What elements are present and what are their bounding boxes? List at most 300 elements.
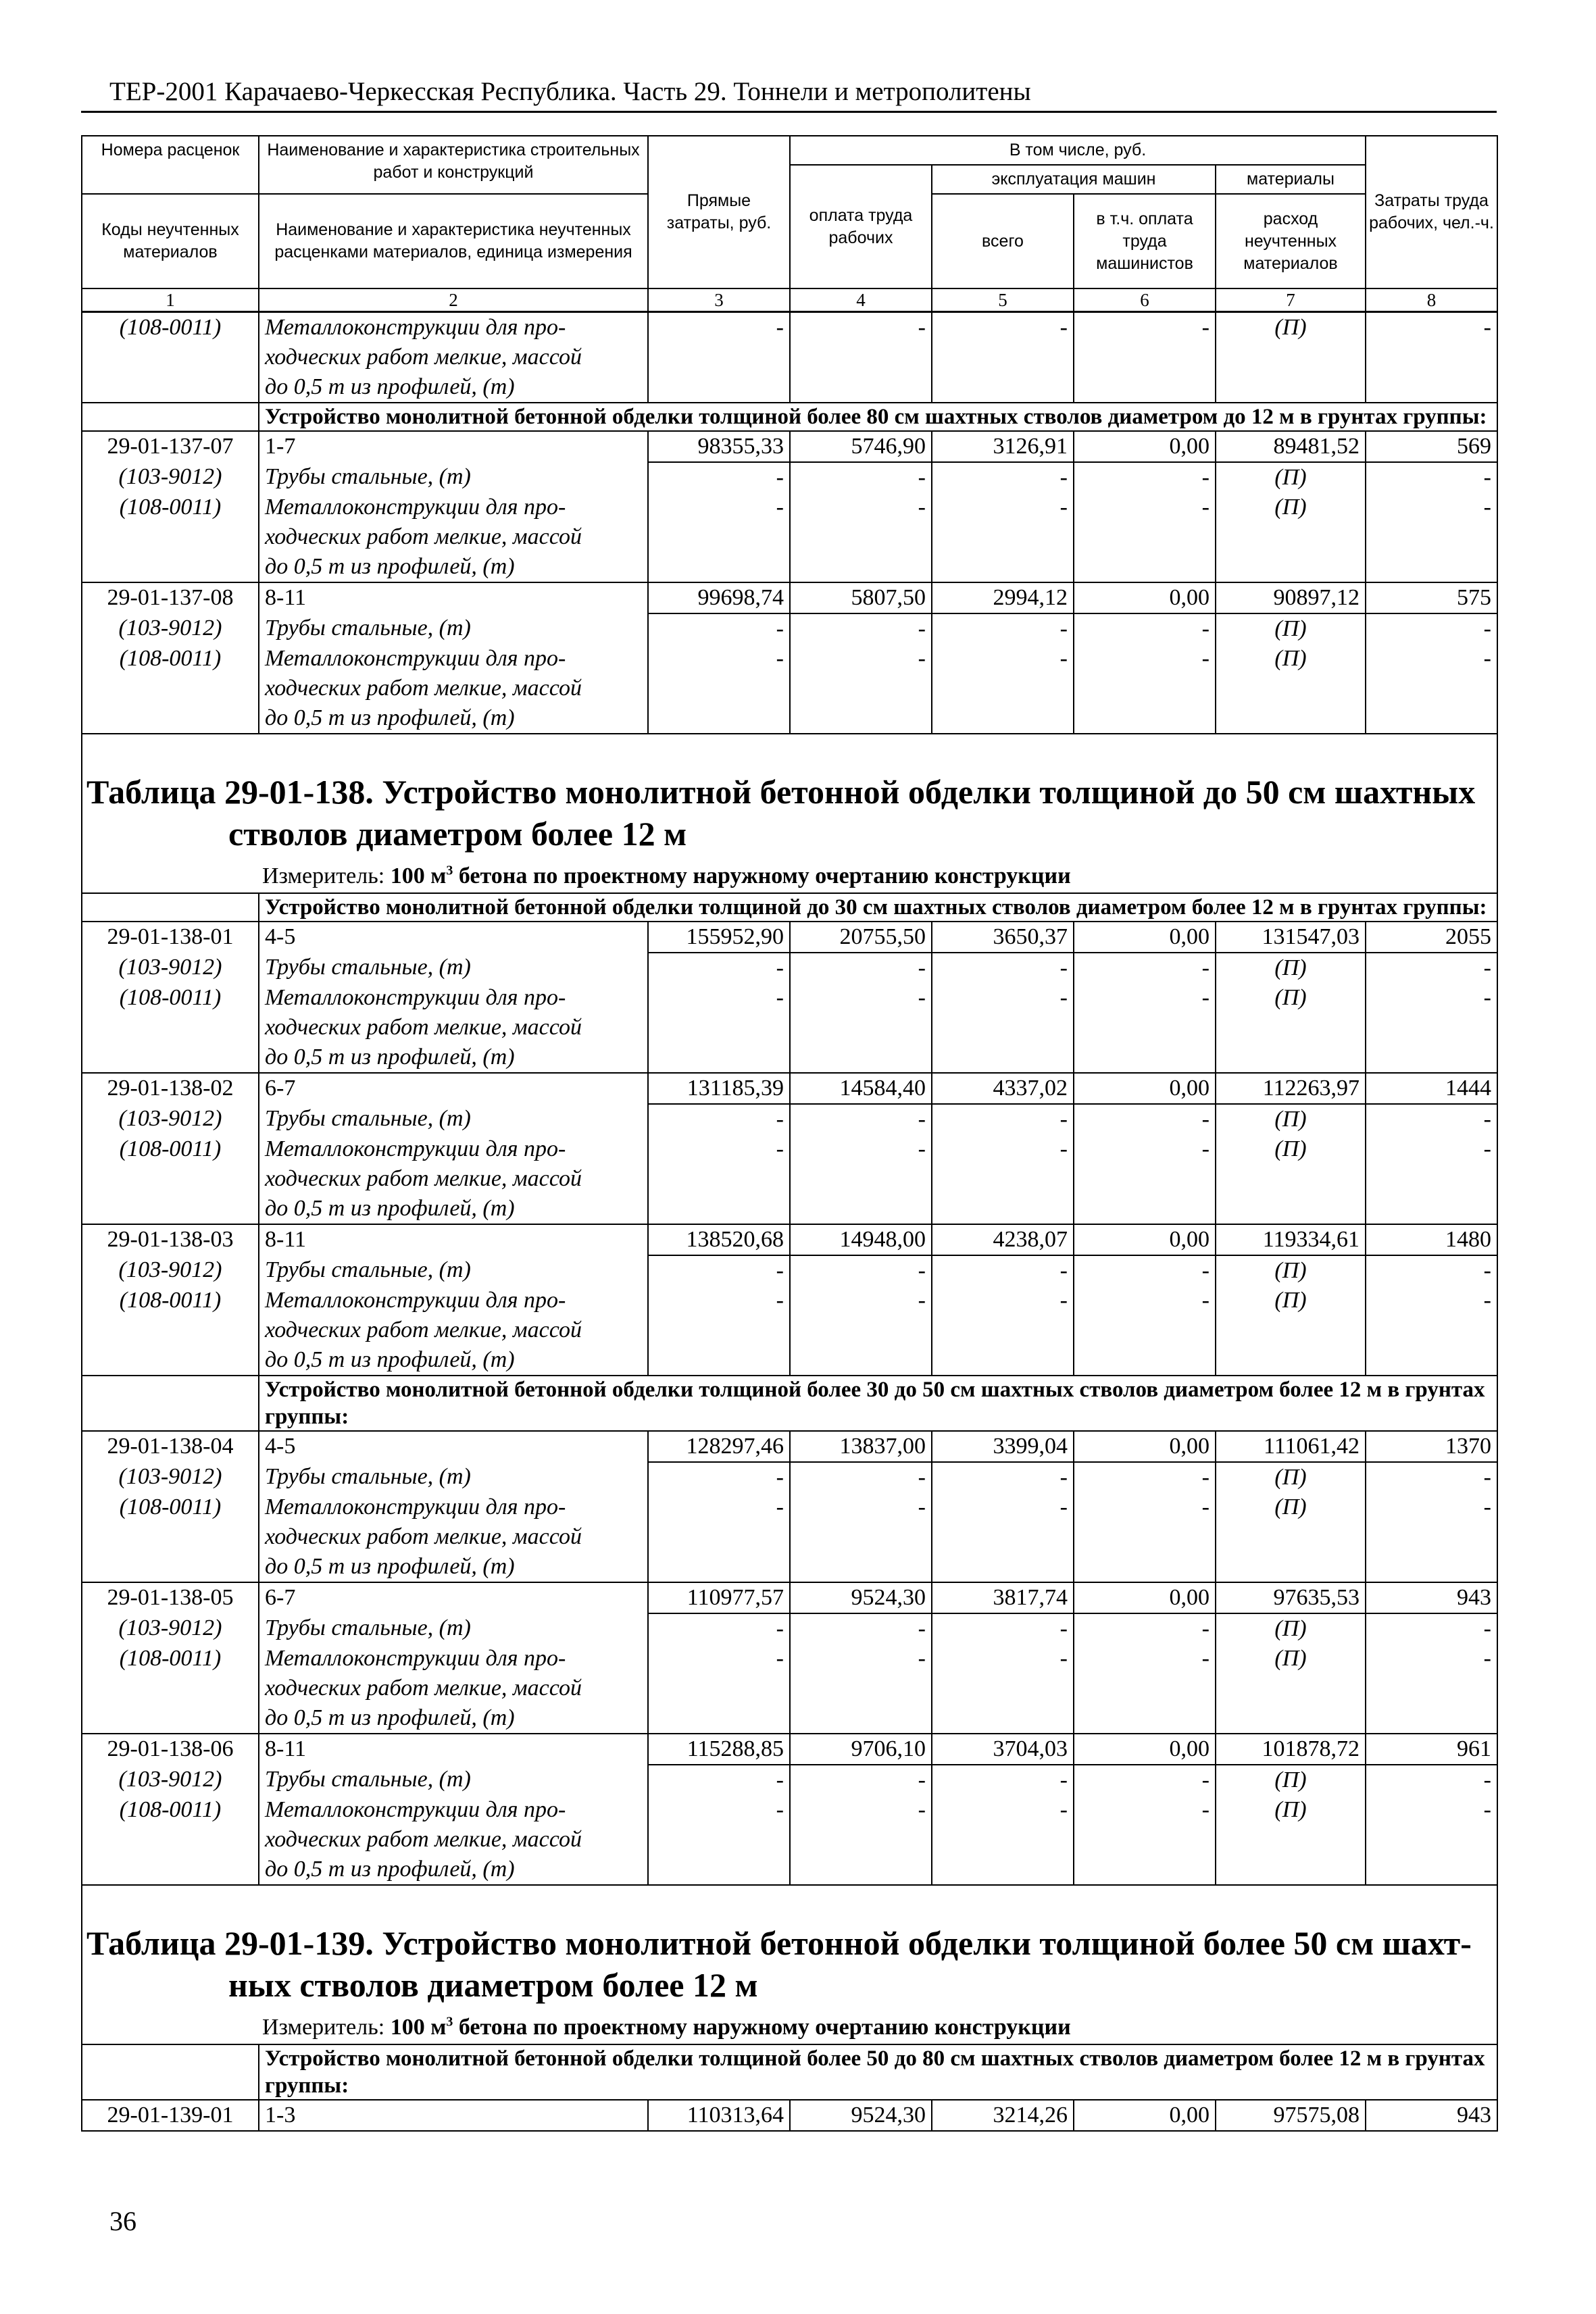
rate-code: 29-01-138-01 xyxy=(82,922,259,953)
dash-cell: - xyxy=(932,312,1074,343)
materials-cost: 111061,42 xyxy=(1216,1431,1366,1462)
labor-hours: 1480 xyxy=(1366,1224,1497,1255)
dash-cell: - xyxy=(1366,644,1497,674)
machinist-pay: 0,00 xyxy=(1074,582,1216,613)
dash-cell: - xyxy=(932,1613,1074,1644)
material-code: (103-9012) xyxy=(82,613,259,644)
material-name: Трубы стальные, (т) xyxy=(259,462,648,493)
rate-code: 29-01-137-08 xyxy=(82,582,259,613)
table-row xyxy=(82,953,1497,983)
dash-cell: - xyxy=(790,613,932,644)
materials-cost: 90897,12 xyxy=(1216,582,1366,613)
machinist-pay: 0,00 xyxy=(1074,1224,1216,1255)
table-row xyxy=(82,522,1497,552)
measure-unit: Измеритель: 100 $м^3$ бетона по проектному наружному очертанию конструкции xyxy=(262,863,1071,888)
dash-cell: - xyxy=(648,953,790,983)
dash-cell: - xyxy=(790,462,932,493)
dash-cell: - xyxy=(932,462,1074,493)
material-name: Трубы стальные, (т) xyxy=(259,1462,648,1492)
rate-code: 29-01-138-05 xyxy=(82,1582,259,1613)
column-number: 2 xyxy=(259,288,648,312)
dash-cell: - xyxy=(932,1462,1074,1492)
material-code: (108-0011) xyxy=(82,1286,259,1315)
dash-cell: - xyxy=(790,644,932,674)
labor-pay: 20755,50 xyxy=(790,922,932,953)
table-row xyxy=(82,703,1497,734)
table-row xyxy=(82,1522,1497,1552)
column-number: 1 xyxy=(82,288,259,312)
dash-cell: - xyxy=(932,644,1074,674)
dash-cell: - xyxy=(932,1644,1074,1674)
table-row xyxy=(82,1315,1497,1345)
table-row xyxy=(82,1104,1497,1134)
material-code: (108-0011) xyxy=(82,1134,259,1164)
materials-cost: 112263,97 xyxy=(1216,1073,1366,1104)
dash-cell: - xyxy=(648,1765,790,1795)
material-name: до 0,5 т из профилей, (т) xyxy=(259,1345,648,1376)
table-row xyxy=(82,1164,1497,1194)
table-title-line: Таблица 29-01-138. Устройство монолитной бетонной обделки толщиной до 50 см шахтных xyxy=(86,773,1476,811)
labor-pay: 5807,50 xyxy=(790,582,932,613)
dash-cell: - xyxy=(932,613,1074,644)
dash-cell: - xyxy=(932,983,1074,1013)
rate-row xyxy=(82,431,1497,462)
section-row xyxy=(82,893,1497,922)
rate-row xyxy=(82,1224,1497,1255)
dash-cell: - xyxy=(1074,1765,1216,1795)
material-name: ходческих работ мелкие, массой xyxy=(259,674,648,703)
section-title: Устройство монолитной бетонной обделки толщиной до 30 см шахтных стволов диаметром более 12 м в грунтах группы: xyxy=(259,893,1497,922)
table-row xyxy=(82,1286,1497,1315)
dash-cell: - xyxy=(790,953,932,983)
table-row xyxy=(82,1644,1497,1674)
table-row xyxy=(82,674,1497,703)
section-row xyxy=(82,403,1497,431)
dash-cell: - xyxy=(1366,953,1497,983)
dash-cell: - xyxy=(932,1765,1074,1795)
table-title-line: стволов диаметром более 12 м xyxy=(228,815,687,853)
table-row xyxy=(82,493,1497,522)
table-row xyxy=(82,1345,1497,1376)
material-code: (103-9012) xyxy=(82,1765,259,1795)
dash-cell: - xyxy=(1074,1255,1216,1286)
material-p-mark: (П) xyxy=(1216,1644,1366,1674)
rate-group: 1-3 xyxy=(259,2100,648,2131)
dash-cell: - xyxy=(790,1613,932,1644)
dash-cell: - xyxy=(648,462,790,493)
dash-cell: - xyxy=(790,1765,932,1795)
material-code: (108-0011) xyxy=(82,644,259,674)
material-name: до 0,5 т из профилей, (т) xyxy=(259,703,648,734)
labor-hours: 943 xyxy=(1366,2100,1497,2131)
header-machinist-pay: в т.ч. оплата труда машинистов xyxy=(1074,194,1216,288)
material-p-mark: (П) xyxy=(1216,1286,1366,1315)
direct-costs: 98355,33 xyxy=(648,431,790,462)
labor-hours: 1370 xyxy=(1366,1431,1497,1462)
material-name: Трубы стальные, (т) xyxy=(259,1104,648,1134)
rate-row xyxy=(82,1073,1497,1104)
rate-code: 29-01-138-06 xyxy=(82,1734,259,1765)
dash-cell: - xyxy=(648,1492,790,1522)
material-code: (108-0011) xyxy=(82,1492,259,1522)
dash-cell: - xyxy=(1366,983,1497,1013)
table-title-row xyxy=(82,765,1497,855)
material-name: до 0,5 т из профилей, (т) xyxy=(259,552,648,582)
machines-total: 3126,91 xyxy=(932,431,1074,462)
labor-pay: 9706,10 xyxy=(790,1734,932,1765)
table-row xyxy=(82,1703,1497,1734)
table-row xyxy=(82,1825,1497,1855)
dash-cell: - xyxy=(932,493,1074,522)
dash-cell: - xyxy=(1074,462,1216,493)
direct-costs: 155952,90 xyxy=(648,922,790,953)
section-row xyxy=(82,2044,1497,2100)
dash-cell: - xyxy=(648,312,790,343)
dash-cell: - xyxy=(648,644,790,674)
direct-costs: 115288,85 xyxy=(648,1734,790,1765)
material-name: Трубы стальные, (т) xyxy=(259,613,648,644)
rate-row xyxy=(82,922,1497,953)
material-p-mark: (П) xyxy=(1216,644,1366,674)
material-p-mark: (П) xyxy=(1216,1134,1366,1164)
labor-hours: 961 xyxy=(1366,1734,1497,1765)
header-rule xyxy=(81,111,1497,113)
header-material-names: Наименование и характеристика неучтенных расценками материалов, единица измерения xyxy=(259,194,648,288)
rate-code: 29-01-138-04 xyxy=(82,1431,259,1462)
material-name: Металлоконструкции для про- xyxy=(259,1134,648,1164)
machinist-pay: 0,00 xyxy=(1074,922,1216,953)
table-row xyxy=(82,1194,1497,1224)
dash-cell: - xyxy=(648,1286,790,1315)
dash-cell: - xyxy=(1366,1462,1497,1492)
dash-cell: - xyxy=(1074,493,1216,522)
dash-cell: - xyxy=(648,1795,790,1825)
dash-cell: - xyxy=(1366,613,1497,644)
material-name: Металлоконструкции для про- xyxy=(259,644,648,674)
dash-cell: - xyxy=(932,1492,1074,1522)
dash-cell: - xyxy=(1074,1613,1216,1644)
labor-hours: 943 xyxy=(1366,1582,1497,1613)
dash-cell: - xyxy=(790,1286,932,1315)
column-number: 3 xyxy=(648,288,790,312)
rate-code: 29-01-138-03 xyxy=(82,1224,259,1255)
rate-group: 8-11 xyxy=(259,1734,648,1765)
machinist-pay: 0,00 xyxy=(1074,1073,1216,1104)
materials-cost: 97575,08 xyxy=(1216,2100,1366,2131)
dash-cell: - xyxy=(932,1286,1074,1315)
material-name: Металлоконструкции для про- xyxy=(259,1644,648,1674)
dash-cell: - xyxy=(1074,1286,1216,1315)
material-code: (108-0011) xyxy=(82,983,259,1013)
material-name: ходческих работ мелкие, массой xyxy=(259,522,648,552)
column-number: 8 xyxy=(1366,288,1497,312)
dash-cell: - xyxy=(648,613,790,644)
table-row xyxy=(82,1492,1497,1522)
header-machines: эксплуатация машин xyxy=(932,165,1216,194)
labor-pay: 5746,90 xyxy=(790,431,932,462)
running-header: ТЕР-2001 Карачаево-Черкесская Республика. Часть 29. Тоннели и метрополитены xyxy=(109,77,1031,106)
dash-cell: - xyxy=(1074,1104,1216,1134)
dash-cell: - xyxy=(1074,953,1216,983)
dash-cell: - xyxy=(1366,1644,1497,1674)
dash-cell: - xyxy=(1074,983,1216,1013)
dash-cell: - xyxy=(1074,613,1216,644)
dash-cell: - xyxy=(1366,312,1497,343)
material-name: Металлоконструкции для про- xyxy=(259,312,648,343)
dash-cell: - xyxy=(648,1134,790,1164)
material-name: Металлоконструкции для про- xyxy=(259,1492,648,1522)
table-title-row xyxy=(82,1917,1497,2006)
direct-costs: 131185,39 xyxy=(648,1073,790,1104)
dash-cell: - xyxy=(790,493,932,522)
labor-pay: 14584,40 xyxy=(790,1073,932,1104)
measure-unit: Измеритель: 100 $м^3$ бетона по проектному наружному очертанию конструкции xyxy=(262,2014,1071,2040)
dash-cell: - xyxy=(1366,1286,1497,1315)
rate-code: 29-01-138-02 xyxy=(82,1073,259,1104)
table-row xyxy=(82,462,1497,493)
machines-total: 3817,74 xyxy=(932,1582,1074,1613)
materials-cost: 97635,53 xyxy=(1216,1582,1366,1613)
table-row xyxy=(82,1795,1497,1825)
material-name: Трубы стальные, (т) xyxy=(259,1613,648,1644)
material-code: (103-9012) xyxy=(82,1255,259,1286)
dash-cell: - xyxy=(1366,1613,1497,1644)
table-row xyxy=(82,1613,1497,1644)
dash-cell: - xyxy=(790,1644,932,1674)
dash-cell: - xyxy=(1366,1765,1497,1795)
header-work-name: Наименование и характеристика строительных работ и конструкций xyxy=(259,136,648,194)
dash-cell: - xyxy=(648,1644,790,1674)
meter-row xyxy=(82,855,1497,893)
dash-cell: - xyxy=(1074,312,1216,343)
rate-code: 29-01-137-07 xyxy=(82,431,259,462)
table-row xyxy=(82,644,1497,674)
table-row xyxy=(82,1674,1497,1703)
dash-cell: - xyxy=(790,1462,932,1492)
dash-cell: - xyxy=(1366,1492,1497,1522)
table-row xyxy=(82,1134,1497,1164)
table-title xyxy=(82,1917,1497,2006)
machinist-pay: 0,00 xyxy=(1074,2100,1216,2131)
material-code: (108-0011) xyxy=(82,1795,259,1825)
direct-costs: 110977,57 xyxy=(648,1582,790,1613)
dash-cell: - xyxy=(648,493,790,522)
labor-hours: 569 xyxy=(1366,431,1497,462)
table-title xyxy=(82,765,1497,855)
labor-pay: 13837,00 xyxy=(790,1431,932,1462)
material-name: ходческих работ мелкие, массой xyxy=(259,1164,648,1194)
header-labor-cost: Затраты труда рабочих, чел.-ч. xyxy=(1366,136,1497,288)
material-name: до 0,5 т из профилей, (т) xyxy=(259,372,648,403)
material-code: (103-9012) xyxy=(82,1104,259,1134)
material-p-mark: (П) xyxy=(1216,1765,1366,1795)
material-name: Трубы стальные, (т) xyxy=(259,1255,648,1286)
dash-cell: - xyxy=(648,1462,790,1492)
machinist-pay: 0,00 xyxy=(1074,1734,1216,1765)
material-name: ходческих работ мелкие, массой xyxy=(259,1315,648,1345)
column-number: 4 xyxy=(790,288,932,312)
header-labor-pay: оплата труда рабочих xyxy=(790,165,932,288)
machinist-pay: 0,00 xyxy=(1074,431,1216,462)
dash-cell: - xyxy=(1366,1795,1497,1825)
rate-group: 4-5 xyxy=(259,1431,648,1462)
material-code: (103-9012) xyxy=(82,1613,259,1644)
material-name: Металлоконструкции для про- xyxy=(259,493,648,522)
dash-cell: - xyxy=(790,983,932,1013)
dash-cell: - xyxy=(790,1795,932,1825)
labor-pay: 14948,00 xyxy=(790,1224,932,1255)
dash-cell: - xyxy=(1366,493,1497,522)
rate-row xyxy=(82,1431,1497,1462)
material-name: до 0,5 т из профилей, (т) xyxy=(259,1194,648,1224)
dash-cell: - xyxy=(790,312,932,343)
material-name: ходческих работ мелкие, массой xyxy=(259,1674,648,1703)
table-row xyxy=(82,1462,1497,1492)
direct-costs: 110313,64 xyxy=(648,2100,790,2131)
header-machines-total: всего xyxy=(932,194,1074,288)
material-code: (103-9012) xyxy=(82,953,259,983)
materials-cost: 131547,03 xyxy=(1216,922,1366,953)
material-name: ходческих работ мелкие, массой xyxy=(259,343,648,372)
machines-total: 3399,04 xyxy=(932,1431,1074,1462)
material-name: до 0,5 т из профилей, (т) xyxy=(259,1703,648,1734)
direct-costs: 138520,68 xyxy=(648,1224,790,1255)
table-row xyxy=(82,552,1497,582)
dash-cell: - xyxy=(648,1255,790,1286)
machines-total: 3704,03 xyxy=(932,1734,1074,1765)
machines-total: 3650,37 xyxy=(932,922,1074,953)
dash-cell: - xyxy=(1074,1644,1216,1674)
material-p-mark: (П) xyxy=(1216,493,1366,522)
dash-cell: - xyxy=(1074,1492,1216,1522)
rate-row xyxy=(82,2100,1497,2131)
dash-cell: - xyxy=(1366,1104,1497,1134)
dash-cell: - xyxy=(1366,1134,1497,1164)
material-p-mark: (П) xyxy=(1216,613,1366,644)
material-name: до 0,5 т из профилей, (т) xyxy=(259,1042,648,1073)
table-row xyxy=(82,312,1497,343)
dash-cell: - xyxy=(932,1104,1074,1134)
dash-cell: - xyxy=(790,1255,932,1286)
table-row xyxy=(82,983,1497,1013)
dash-cell: - xyxy=(932,1255,1074,1286)
dash-cell: - xyxy=(790,1104,932,1134)
dash-cell: - xyxy=(1366,462,1497,493)
labor-pay: 9524,30 xyxy=(790,2100,932,2131)
table-row xyxy=(82,1552,1497,1582)
table-title-line: ных стволов диаметром более 12 м xyxy=(228,1966,758,2004)
material-p-mark: (П) xyxy=(1216,1795,1366,1825)
labor-hours: 2055 xyxy=(1366,922,1497,953)
rate-row xyxy=(82,1582,1497,1613)
table-row xyxy=(82,372,1497,403)
material-name: Металлоконструкции для про- xyxy=(259,983,648,1013)
material-name: Металлоконструкции для про- xyxy=(259,1286,648,1315)
dash-cell: - xyxy=(932,953,1074,983)
rate-code: 29-01-139-01 xyxy=(82,2100,259,2131)
dash-cell: - xyxy=(932,1795,1074,1825)
table-title-line: Таблица 29-01-139. Устройство монолитной бетонной обделки толщиной более 50 см шахт- xyxy=(86,1924,1472,1962)
material-name: ходческих работ мелкие, массой xyxy=(259,1825,648,1855)
machinist-pay: 0,00 xyxy=(1074,1431,1216,1462)
section-title: Устройство монолитной бетонной обделки толщиной более 50 до 80 см шахтных стволов диаметром более 12 м в грунтах группы: xyxy=(259,2044,1497,2100)
rate-group: 6-7 xyxy=(259,1073,648,1104)
material-p-mark: (П) xyxy=(1216,983,1366,1013)
column-number: 7 xyxy=(1216,288,1366,312)
rate-group: 4-5 xyxy=(259,922,648,953)
material-code: (108-0011) xyxy=(82,312,259,343)
labor-pay: 9524,30 xyxy=(790,1582,932,1613)
rate-row xyxy=(82,1734,1497,1765)
rate-group: 1-7 xyxy=(259,431,648,462)
material-name: до 0,5 т из профилей, (т) xyxy=(259,1552,648,1582)
dash-cell: - xyxy=(648,1613,790,1644)
section-title: Устройство монолитной бетонной обделки толщиной более 30 до 50 см шахтных стволов диаметром более 12 м в грунтах группы: xyxy=(259,1376,1497,1431)
rate-group: 8-11 xyxy=(259,1224,648,1255)
material-p-mark: (П) xyxy=(1216,1462,1366,1492)
material-name: Металлоконструкции для про- xyxy=(259,1795,648,1825)
direct-costs: 99698,74 xyxy=(648,582,790,613)
table-row xyxy=(82,1042,1497,1073)
header-materials: материалы xyxy=(1216,165,1366,194)
material-p-mark: (П) xyxy=(1216,1104,1366,1134)
table-row xyxy=(82,613,1497,644)
dash-cell: - xyxy=(648,983,790,1013)
materials-cost: 89481,52 xyxy=(1216,431,1366,462)
dash-cell: - xyxy=(648,1104,790,1134)
section-title: Устройство монолитной бетонной обделки толщиной более 80 см шахтных стволов диаметром до 12 м в грунтах группы: xyxy=(259,403,1497,431)
header-rate-number: Номера расценок xyxy=(82,136,259,194)
material-name: Трубы стальные, (т) xyxy=(259,953,648,983)
rates-table xyxy=(81,135,1498,2132)
column-number: 6 xyxy=(1074,288,1216,312)
table-row xyxy=(82,1255,1497,1286)
materials-cost: 101878,72 xyxy=(1216,1734,1366,1765)
machines-total: 2994,12 xyxy=(932,582,1074,613)
rate-row xyxy=(82,582,1497,613)
table-row xyxy=(82,1855,1497,1885)
material-p-mark: (П) xyxy=(1216,1613,1366,1644)
material-p-mark: (П) xyxy=(1216,953,1366,983)
material-name: до 0,5 т из профилей, (т) xyxy=(259,1855,648,1885)
machines-total: 3214,26 xyxy=(932,2100,1074,2131)
table-row xyxy=(82,1765,1497,1795)
material-p-mark: (П) xyxy=(1216,312,1366,343)
material-name: Трубы стальные, (т) xyxy=(259,1765,648,1795)
machinist-pay: 0,00 xyxy=(1074,1582,1216,1613)
materials-cost: 119334,61 xyxy=(1216,1224,1366,1255)
table-row xyxy=(82,1013,1497,1042)
material-code: (108-0011) xyxy=(82,1644,259,1674)
material-p-mark: (П) xyxy=(1216,1492,1366,1522)
header-direct-costs: Прямые затраты, руб. xyxy=(648,136,790,288)
header-including: В том числе, руб. xyxy=(790,136,1366,165)
page-number: 36 xyxy=(109,2206,136,2236)
column-number: 5 xyxy=(932,288,1074,312)
header-materials-consumption: расход неучтенных материалов xyxy=(1216,194,1366,288)
material-name: ходческих работ мелкие, массой xyxy=(259,1522,648,1552)
dash-cell: - xyxy=(932,1134,1074,1164)
dash-cell: - xyxy=(790,1134,932,1164)
machines-total: 4337,02 xyxy=(932,1073,1074,1104)
material-p-mark: (П) xyxy=(1216,1255,1366,1286)
dash-cell: - xyxy=(1366,1255,1497,1286)
material-code: (108-0011) xyxy=(82,493,259,522)
dash-cell: - xyxy=(1074,644,1216,674)
dash-cell: - xyxy=(1074,1795,1216,1825)
material-p-mark: (П) xyxy=(1216,462,1366,493)
table-row xyxy=(82,343,1497,372)
